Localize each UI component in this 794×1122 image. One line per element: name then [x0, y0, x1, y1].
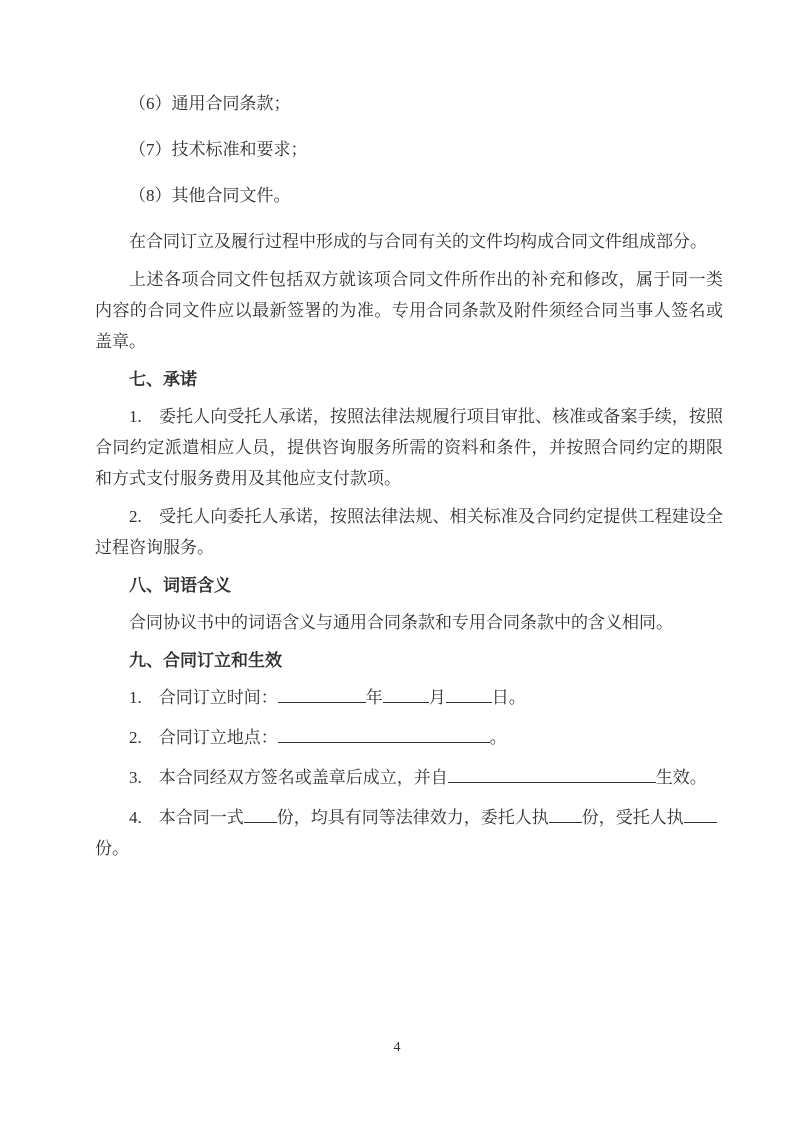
fill-in-blank — [549, 820, 582, 823]
section-heading — [95, 364, 723, 395]
text-run: 九、合同订立和生效 — [129, 651, 282, 670]
text-run: 份，受托人执 — [581, 808, 684, 827]
paragraph — [95, 501, 723, 563]
fill-in-blank — [244, 820, 277, 823]
paragraph — [95, 762, 723, 793]
document-content — [95, 88, 723, 873]
page-number: 4 — [393, 1040, 401, 1055]
text-run: 上述各项合同文件包括双方就该项合同文件所作出的补充和修改，属于同一类内容的合同文件应以最新签署的为准。专用合同条款及附件须经合同当事人签名或盖章。 — [95, 270, 723, 351]
paragraph — [95, 401, 723, 494]
text-run: 年 — [365, 688, 383, 707]
text-run: 在合同订立及履行过程中形成的与合同有关的文件均构成合同文件组成部分。 — [129, 232, 707, 251]
text-run: 4. 本合同一式 — [129, 808, 244, 827]
fill-in-blank — [684, 820, 717, 823]
text-run: 。 — [489, 728, 507, 747]
text-run: 月 — [428, 688, 446, 707]
text-run: （6）通用合同条款； — [129, 94, 291, 113]
section-heading — [95, 570, 723, 601]
text-run: 生效。 — [655, 768, 707, 787]
text-run: 3. 本合同经双方签名或盖章后成立，并自 — [129, 768, 448, 787]
fill-in-blank — [278, 740, 490, 743]
text-run: 八、词语含义 — [129, 576, 231, 595]
text-run: 1. 委托人向受托人承诺，按照法律法规履行项目审批、核准或备案手续，按照合同约定派遣相应人员，提供咨询服务所需的资料和条件，并按照合同约定的期限和方式支付服务费用及其他应支付款项。 — [95, 407, 723, 488]
fill-in-blank — [448, 780, 656, 783]
fill-in-blank — [383, 700, 429, 703]
paragraph — [95, 134, 723, 165]
text-run: 份，均具有同等法律效力，委托人执 — [276, 808, 549, 827]
text-run: （8）其他合同文件。 — [129, 186, 291, 205]
text-run: 2. 受托人向委托人承诺，按照法律法规、相关标准及合同约定提供工程建设全过程咨询服务。 — [95, 507, 723, 557]
text-run: 1. 合同订立时间： — [129, 688, 278, 707]
paragraph — [95, 722, 723, 753]
paragraph — [95, 88, 723, 119]
fill-in-blank — [446, 700, 492, 703]
paragraph — [95, 180, 723, 211]
paragraph — [95, 264, 723, 357]
text-run: （7）技术标准和要求； — [129, 140, 308, 159]
paragraph — [95, 802, 723, 864]
paragraph — [95, 682, 723, 713]
text-run: 七、承诺 — [129, 370, 197, 389]
paragraph — [95, 607, 723, 638]
fill-in-blank — [278, 700, 366, 703]
paragraph — [95, 226, 723, 257]
text-run: 日。 — [491, 688, 526, 707]
text-run: 份。 — [95, 839, 129, 858]
section-heading — [95, 645, 723, 676]
text-run: 2. 合同订立地点： — [129, 728, 278, 747]
text-run: 合同协议书中的词语含义与通用合同条款和专用合同条款中的含义相同。 — [129, 613, 673, 632]
